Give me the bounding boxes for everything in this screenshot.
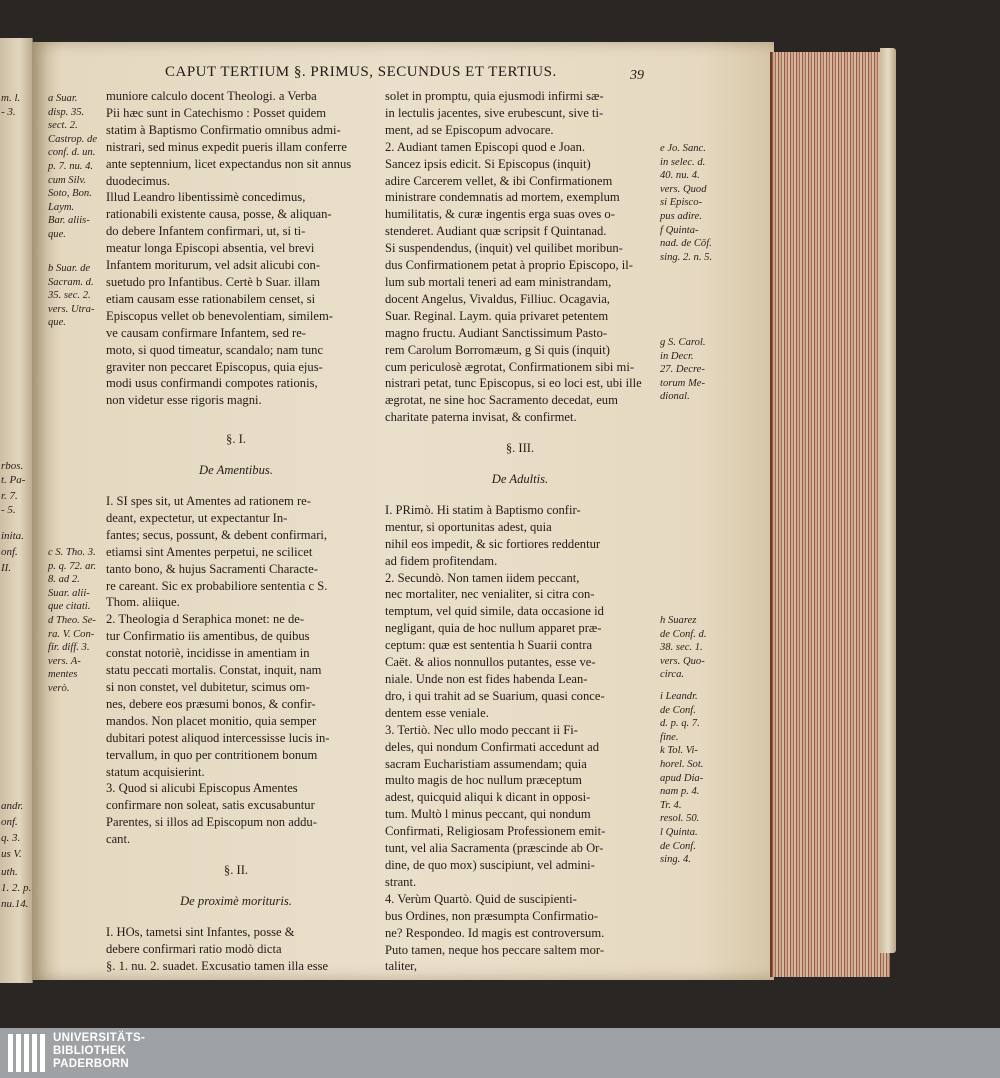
text-line: adest, quicquid aliqui k dicant in opposi- xyxy=(385,790,591,805)
section-2-body xyxy=(106,924,366,975)
text-line: dro, i qui trahit ad se Suarium, quasi conce- xyxy=(385,688,605,703)
margin-note-line: Bar. aliis- xyxy=(48,215,90,227)
margin-note-line: p. q. 72. ar. xyxy=(48,560,96,572)
text-line: non videtur esse rigoris magni. xyxy=(106,393,262,408)
section-3-title: De Adultis. xyxy=(491,472,549,487)
text-line: re careant. Sic ex probabiliore sententia c S. xyxy=(106,578,328,593)
margin-note-line: verò. xyxy=(48,682,70,694)
margin-note-line: que citati. xyxy=(48,601,91,613)
text-line: ceptum: quæ est sententia h Suarii contra xyxy=(385,638,593,653)
text-line: bus Ordines, non præsumpta Confirmatio- xyxy=(385,908,599,923)
text-line: suetudo pro Infantibus. Certè b Suar. illam xyxy=(106,274,321,289)
text-line: Sancez ipsis edicit. Si Episcopus (inquit) xyxy=(385,156,591,171)
text-line: statum acquisierint. xyxy=(106,764,205,779)
margin-note-line: 38. sec. 1. xyxy=(660,642,703,654)
text-line: Infantem moriturum, vel adsit alicubi con- xyxy=(106,258,321,273)
text-column-left xyxy=(106,88,366,975)
margin-note-line: d Theo. Se- xyxy=(48,614,96,626)
left-page-margin-line: m. l. xyxy=(1,92,21,104)
library-logo-text xyxy=(53,1032,145,1071)
margin-note-line: e Jo. Sanc. xyxy=(660,143,706,154)
margin-note-line: Soto, Bon. xyxy=(48,188,92,200)
text-line: taliter, xyxy=(385,959,418,974)
text-line: Episcopus vellet ob benevolentiam, similem- xyxy=(106,308,333,323)
text-line: meatur longa Episcopi absentia, vel brevi xyxy=(106,241,315,256)
text-line: Puto tamen, neque hos peccare saltem mor- xyxy=(385,942,605,957)
text-line: ve causam confirmare Infantem, sed re- xyxy=(106,325,306,340)
left-page-margin-line: r. 7. xyxy=(1,490,18,502)
text-line: I. SI spes sit, ut Amentes ad rationem re- xyxy=(106,494,311,509)
text-line: Pii hæc sunt in Catechismo : Posset quidem xyxy=(106,105,327,120)
logo-line-1: UNIVERSITÄTS- xyxy=(53,1032,146,1044)
text-line: sacram Eucharistiam assumendam; quia xyxy=(385,756,587,771)
text-line: Confirmati, Religiosam Professionem emit- xyxy=(385,824,606,839)
left-page-margin-line: nu.14. xyxy=(1,898,29,910)
text-line: negligant, quia de hoc nullum apparet præ- xyxy=(385,621,602,636)
margin-note-line: 8. ad 2. xyxy=(48,574,80,586)
text-line: fantes; secus, possunt, & debent confirmari, xyxy=(106,527,328,542)
left-page-margin-notes xyxy=(1,38,31,983)
text-line: tanto bono, & hujus Sacramenti Characte- xyxy=(106,561,318,576)
text-line: modi usus confirmandi compotes rationis, xyxy=(106,376,318,391)
margin-note-line: resol. 50. xyxy=(660,813,700,825)
text-line: mandos. Non placet monitio, quia semper xyxy=(106,713,317,728)
margin-note-line: h Suarez xyxy=(660,615,697,626)
text-line: I. PRimò. Hi statim à Baptismo confir- xyxy=(385,502,581,517)
section-1-number: §. I. xyxy=(226,432,246,447)
text-line: ad fidem profitendam. xyxy=(385,553,498,568)
margin-note-line: i Leandr. xyxy=(660,691,698,702)
text-line: multo magis de hoc nullum præceptum xyxy=(385,773,582,788)
text-line: rationabili existente causa, posse, & aliquan- xyxy=(106,207,332,222)
margin-note-line: torum Me- xyxy=(660,377,706,389)
margin-note-line: d. p. q. 7. xyxy=(660,718,700,730)
library-logo-bars-icon xyxy=(8,1034,48,1072)
left-page-margin-line: inita. xyxy=(1,530,24,542)
text-line: humilitatis, & curæ ingentis erga suas oves o- xyxy=(385,207,615,222)
margin-note-line: dional. xyxy=(660,391,690,403)
left-page-margin-line: onf. xyxy=(1,546,18,558)
text-line: statu peccati mortalis. Constat, inquit, nam xyxy=(106,663,322,678)
margin-notes-b xyxy=(48,262,104,330)
left-page-margin-line: q. 3. xyxy=(1,832,21,844)
text-line: cant. xyxy=(106,832,131,847)
margin-note-line: pus adire. xyxy=(660,210,702,222)
text-line: 2. Secundò. Non tamen iidem peccant, xyxy=(385,570,580,585)
page-fore-edge xyxy=(770,52,890,977)
text-line: Caët. & alios nonnullos putantes, esse ve- xyxy=(385,655,596,670)
text-line: constat notoriè, incidisse in amentiam in xyxy=(106,646,310,661)
margin-note-line: p. 7. nu. 4. xyxy=(48,160,94,172)
text-line: Si suspendendus, (inquit) vel quilibet moribun- xyxy=(385,241,623,256)
margin-note-line: disp. 35. xyxy=(48,106,85,118)
text-line: magno fructu. Audiant Sanctissimum Pasto- xyxy=(385,325,608,340)
margin-note-line: vers. Quo- xyxy=(660,655,705,667)
text-line: deles, qui nondum Confirmati accedunt ad xyxy=(385,739,600,754)
page-number: 39 xyxy=(630,68,644,83)
section-1-title: De Amentibus. xyxy=(199,463,273,478)
margin-note-line: Tr. 4. xyxy=(660,799,682,811)
text-line: 3. Quod si alicubi Episcopus Amentes xyxy=(106,781,298,796)
text-line: dus Confirmationem petat à proprio Episcopo, il- xyxy=(385,258,633,273)
text-line: ministrare condemnatis ad mortem, exemplum xyxy=(385,190,620,205)
margin-note-line: de Conf. d. xyxy=(660,628,707,640)
margin-note-line: fir. diff. 3. xyxy=(48,642,90,654)
margin-notes-a xyxy=(48,92,104,242)
text-line: cum periculosè ægrotat, Confirmationem sibi mi- xyxy=(385,359,635,374)
text-line: etiam causam esse rationabilem censet, si xyxy=(106,291,316,306)
margin-note-line: sect. 2. xyxy=(48,120,78,132)
text-line: dine, de quo mox) suscipiunt, vel admini- xyxy=(385,857,595,872)
margin-note-line: que. xyxy=(48,317,66,329)
text-line: I. HOs, tametsi sint Infantes, posse & xyxy=(106,924,295,939)
text-line: mentur, si oportunitas adest, quia xyxy=(385,519,552,534)
text-line: tervallum, in quo per contritionem bonum xyxy=(106,747,318,762)
text-line: graviter non peccaret Episcopus, quia ejus- xyxy=(106,359,323,374)
book-cover-board xyxy=(880,48,896,953)
margin-note-line: circa. xyxy=(660,669,685,681)
margin-note-line: conf. d. un. xyxy=(48,147,96,159)
section-3-number: §. III. xyxy=(505,441,535,456)
margin-note-line: Suar. alii- xyxy=(48,587,90,599)
text-line: Thom. aliique. xyxy=(106,595,180,610)
column-left-opening-text xyxy=(106,88,366,409)
section-3-body xyxy=(385,502,655,975)
text-line: ante septennium, licet expectandus non sit annus xyxy=(106,156,352,171)
text-line: lum sub mortali teneri ad eam ministrandam, xyxy=(385,274,612,289)
text-line: duodecimus. xyxy=(106,173,171,188)
margin-notes-i-l xyxy=(660,690,740,867)
text-line: Suar. Reginal. Laym. quia privaret petentem xyxy=(385,308,609,323)
margin-note-line: g S. Carol. xyxy=(660,337,706,348)
margin-note-line: vers. Utra- xyxy=(48,303,95,315)
text-line: §. 1. nu. 2. suadet. Excusatio tamen illa esse xyxy=(106,958,329,973)
margin-note-line: fine. xyxy=(660,731,679,743)
library-footer-bar xyxy=(0,1028,1000,1078)
margin-note-line: si Episco- xyxy=(660,197,703,209)
text-line: nes, debere eos præsumi bonos, & confir- xyxy=(106,696,316,711)
text-line: docent Angelus, Vivaldus, Filliuc. Ocagavia, xyxy=(385,291,610,306)
margin-note-line: Castrop. de xyxy=(48,133,98,145)
left-page-margin-line: uth. xyxy=(1,866,18,878)
text-line: Illud Leandro libentissimè concedimus, xyxy=(106,190,306,205)
margin-notes-h xyxy=(660,614,740,682)
margin-note-line: que. xyxy=(48,228,66,240)
text-line: Parentes, si illos ad Episcopum non addu- xyxy=(106,815,317,830)
text-line: 4. Verùm Quartò. Quid de suscipienti- xyxy=(385,891,577,906)
margin-note-line: in Decr. xyxy=(660,350,694,362)
margin-note-line: nad. de Cōf. xyxy=(660,238,712,250)
margin-note-line: horel. Sot. xyxy=(660,758,704,770)
text-line: 2. Theologia d Seraphica monet: ne de- xyxy=(106,612,305,627)
margin-note-line: Sacram. d. xyxy=(48,276,94,288)
text-line: debere confirmari ratio modò dicta xyxy=(106,941,282,956)
text-line: do debere Infantem confirmari, ut, si ti- xyxy=(106,224,306,239)
text-line: dentem esse veniale. xyxy=(385,705,489,720)
text-line: ne? Respondeo. Id magis est controversum. xyxy=(385,925,605,940)
margin-note-line: in selec. d. xyxy=(660,156,706,168)
text-line: etiamsi sint Amentes perpetui, ne scilicet xyxy=(106,544,313,559)
text-line: nec mortaliter, nec venialiter, si citra con- xyxy=(385,587,595,602)
running-head: CAPUT TERTIUM §. PRIMUS, SECUNDUS ET TERTIUS. xyxy=(165,64,557,80)
text-line: si non constet, vel dubitetur, scimus om- xyxy=(106,680,310,694)
margin-note-line: cum Silv. xyxy=(48,174,87,186)
text-line: rem Carolum Borromæum, g Si quis (inquit) xyxy=(385,342,610,357)
left-page-margin-line: - 3. xyxy=(1,106,16,118)
text-line: dubitari potest aliquod intercessisse lucis in- xyxy=(106,730,330,745)
margin-note-line: sing. 4. xyxy=(660,854,691,866)
section-1-body xyxy=(106,493,366,848)
text-line: nistrari petat, tunc Episcopus, si eo loci est, ubi ille xyxy=(385,376,642,391)
margin-note-line: mentes xyxy=(48,669,78,681)
text-line: niale. Unde non est fides habenda Lean- xyxy=(385,672,588,686)
text-line: moto, si quod timeatur, scandalo; nam tunc xyxy=(106,342,324,357)
margin-note-line: apud Dia- xyxy=(660,772,704,784)
left-page-margin-line: t. Pa- xyxy=(1,474,26,486)
text-line: nihil eos impedit, & sic fortiores reddentur xyxy=(385,536,601,551)
left-page-margin-line: II. xyxy=(1,562,12,574)
logo-line-2: BIBLIOTHEK xyxy=(53,1045,127,1057)
text-line: tur Confirmatio iis amentibus, de quibus xyxy=(106,629,310,644)
margin-note-line: k Tol. Vi- xyxy=(660,745,698,757)
text-line: solet in promptu, quia ejusmodi infirmi sæ- xyxy=(385,89,604,103)
margin-note-line: de Conf. xyxy=(660,704,696,716)
text-line: temptum, vel quid simile, data occasione id xyxy=(385,604,604,619)
text-column-right xyxy=(385,88,655,975)
margin-note-line: Laym. xyxy=(48,201,75,213)
margin-note-line: sing. 2. n. 5. xyxy=(660,251,713,263)
left-page-margin-line: us V. xyxy=(1,848,22,860)
text-line: ment, ad se Episcopum advocare. xyxy=(385,122,554,137)
text-line: statim à Baptismo Confirmatio omnibus admi- xyxy=(106,122,341,137)
margin-notes-g xyxy=(660,336,740,404)
text-line: tunt, vel alia Sacramenta (præscinde ab Or- xyxy=(385,841,604,856)
margin-note-line: nam p. 4. xyxy=(660,786,700,798)
section-2-title: De proximè morituris. xyxy=(180,893,292,908)
margin-note-line: ra. V. Con- xyxy=(48,628,95,640)
left-page-margin-line: andr. xyxy=(1,800,24,812)
margin-note-line: c S. Tho. 3. xyxy=(48,547,96,558)
text-line: nistrari, sed minus expedit pueris illam conferre xyxy=(106,139,347,154)
text-line: stenderet. Audiant quæ scripsit f Quintanad. xyxy=(385,224,607,239)
margin-notes-e-f xyxy=(660,142,740,264)
text-line: strant. xyxy=(385,874,417,889)
text-line: in lectulis jacentes, sive erubescunt, sive ti- xyxy=(385,105,604,120)
margin-note-line: vers. A- xyxy=(48,655,81,667)
text-line: tum. Multò l minus peccant, qui nondum xyxy=(385,807,591,822)
left-page-margin-line: 1. 2. p. xyxy=(1,882,31,894)
logo-line-3: PADERBORN xyxy=(53,1058,129,1070)
left-page-margin-line: rbos. xyxy=(1,460,24,472)
text-line: 3. Tertiò. Nec ullo modo peccant ii Fi- xyxy=(385,722,578,737)
text-line: adire Carcerem vellet, & ibi Confirmationem xyxy=(385,173,613,188)
section-2-number: §. II. xyxy=(223,863,249,878)
text-line: confirmare non soleat, satis excusabuntur xyxy=(106,798,315,813)
margin-note-line: f Quinta- xyxy=(660,224,699,236)
margin-note-line: b Suar. de xyxy=(48,263,91,274)
margin-note-line: vers. Quod xyxy=(660,183,707,195)
text-line: 2. Audiant tamen Episcopi quod e Joan. xyxy=(385,139,586,154)
margin-note-line: 35. sec. 2. xyxy=(48,290,91,302)
margin-note-line: a Suar. xyxy=(48,93,78,104)
margin-notes-c xyxy=(48,546,104,696)
margin-note-line: 40. nu. 4. xyxy=(660,170,700,182)
text-line: ægrotat, ne sine hoc Sacramento decedat, eum xyxy=(385,393,618,408)
text-line: charitate paterna invisat, & confirmet. xyxy=(385,410,577,425)
column-right-opening-text xyxy=(385,88,655,426)
left-page-margin-line: onf. xyxy=(1,816,18,828)
text-line: muniore calculo docent Theologi. a Verba xyxy=(106,89,317,103)
margin-note-line: de Conf. xyxy=(660,840,696,852)
margin-note-line: l Quinta. xyxy=(660,826,698,838)
left-page-margin-line: - 5. xyxy=(1,504,16,516)
text-line: deant, expectetur, ut expectantur In- xyxy=(106,510,288,525)
margin-note-line: 27. Decre- xyxy=(660,364,705,376)
